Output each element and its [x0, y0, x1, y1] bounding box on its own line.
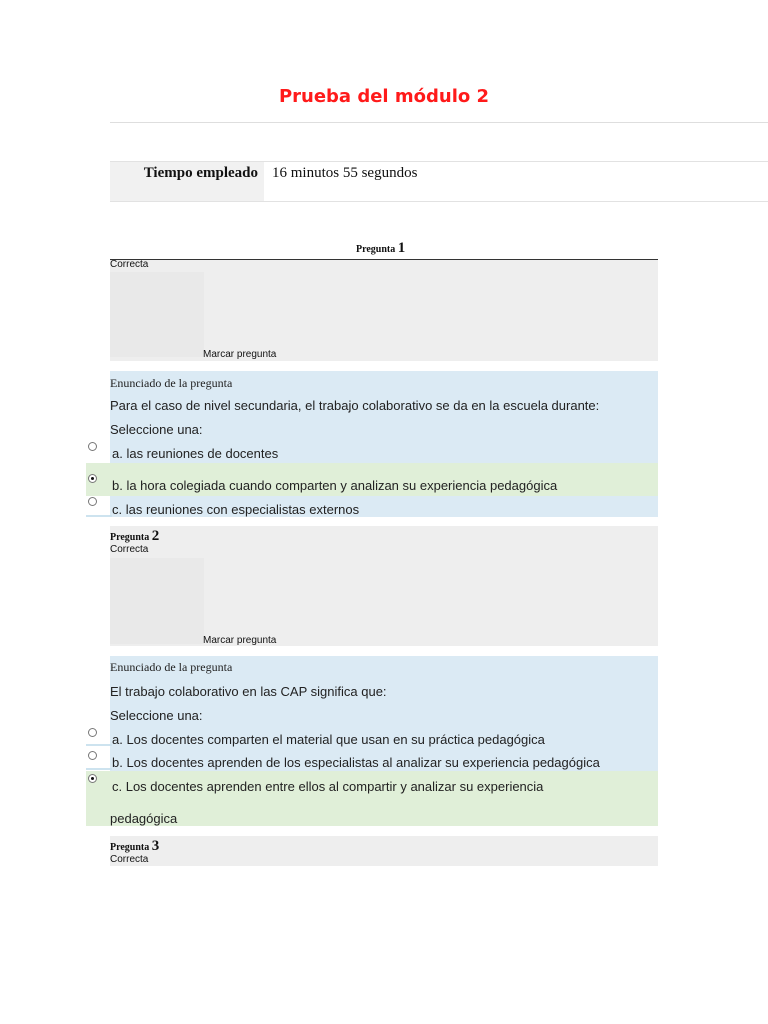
- option-b-label[interactable]: b. Los docentes aprenden de los especialistas al analizar su experiencia pedagógica: [112, 755, 600, 770]
- select-prompt: Seleccione una:: [110, 708, 203, 723]
- radio-option-a[interactable]: [88, 442, 97, 451]
- question-text: El trabajo colaborativo en las CAP significa que:: [110, 684, 387, 699]
- option-a-label[interactable]: a. las reuniones de docentes: [112, 446, 279, 461]
- question-3-status: Correcta: [110, 854, 149, 865]
- option-c-label[interactable]: c. Los docentes aprenden entre ellos al compartir y analizar su experiencia: [112, 779, 544, 794]
- flag-question-link[interactable]: Marcar pregunta: [203, 635, 277, 646]
- page-title: Prueba del módulo 2: [278, 86, 490, 107]
- question-2-status: Correcta: [110, 544, 149, 555]
- statement-label: Enunciado de la pregunta: [110, 660, 233, 674]
- question-number: 3: [151, 838, 160, 854]
- question-label: Pregunta: [356, 244, 396, 255]
- option-c-label-cont[interactable]: pedagógica: [110, 811, 178, 826]
- time-label: Tiempo empleado: [110, 162, 264, 201]
- divider: [110, 122, 768, 123]
- option-b-label[interactable]: b. la hora colegiada cuando comparten y analizan su experiencia pedagógica: [112, 478, 558, 493]
- question-2-heading: [110, 528, 159, 545]
- question-3-heading: [110, 838, 159, 855]
- radio-option-b[interactable]: [88, 751, 97, 760]
- radio-option-b-selected[interactable]: [88, 474, 97, 483]
- summary-table: [110, 161, 768, 202]
- info-panel: [110, 558, 204, 644]
- option-c-label[interactable]: c. las reuniones con especialistas externos: [112, 502, 360, 517]
- question-1-status: Correcta: [110, 259, 149, 270]
- question-text: Para el caso de nivel secundaria, el trabajo colaborativo se da en la escuela durante:: [110, 398, 600, 413]
- statement-label: Enunciado de la pregunta: [110, 376, 233, 390]
- option-a-label[interactable]: a. Los docentes comparten el material que usan en su práctica pedagógica: [112, 732, 545, 747]
- question-number: 2: [151, 528, 160, 544]
- question-1-heading: [356, 240, 405, 257]
- question-label: Pregunta: [110, 842, 150, 853]
- radio-option-a[interactable]: [88, 728, 97, 737]
- divider: [86, 744, 112, 746]
- divider: [86, 515, 112, 517]
- divider: [86, 768, 112, 770]
- question-label: Pregunta: [110, 532, 150, 543]
- radio-option-c-selected[interactable]: [88, 774, 97, 783]
- info-panel: [110, 272, 204, 357]
- time-value: 16 minutos 55 segundos: [272, 165, 418, 181]
- question-number: 1: [397, 240, 406, 256]
- select-prompt: Seleccione una:: [110, 422, 203, 437]
- question-3-info: [110, 836, 658, 866]
- flag-question-link[interactable]: Marcar pregunta: [203, 349, 277, 360]
- radio-option-c[interactable]: [88, 497, 97, 506]
